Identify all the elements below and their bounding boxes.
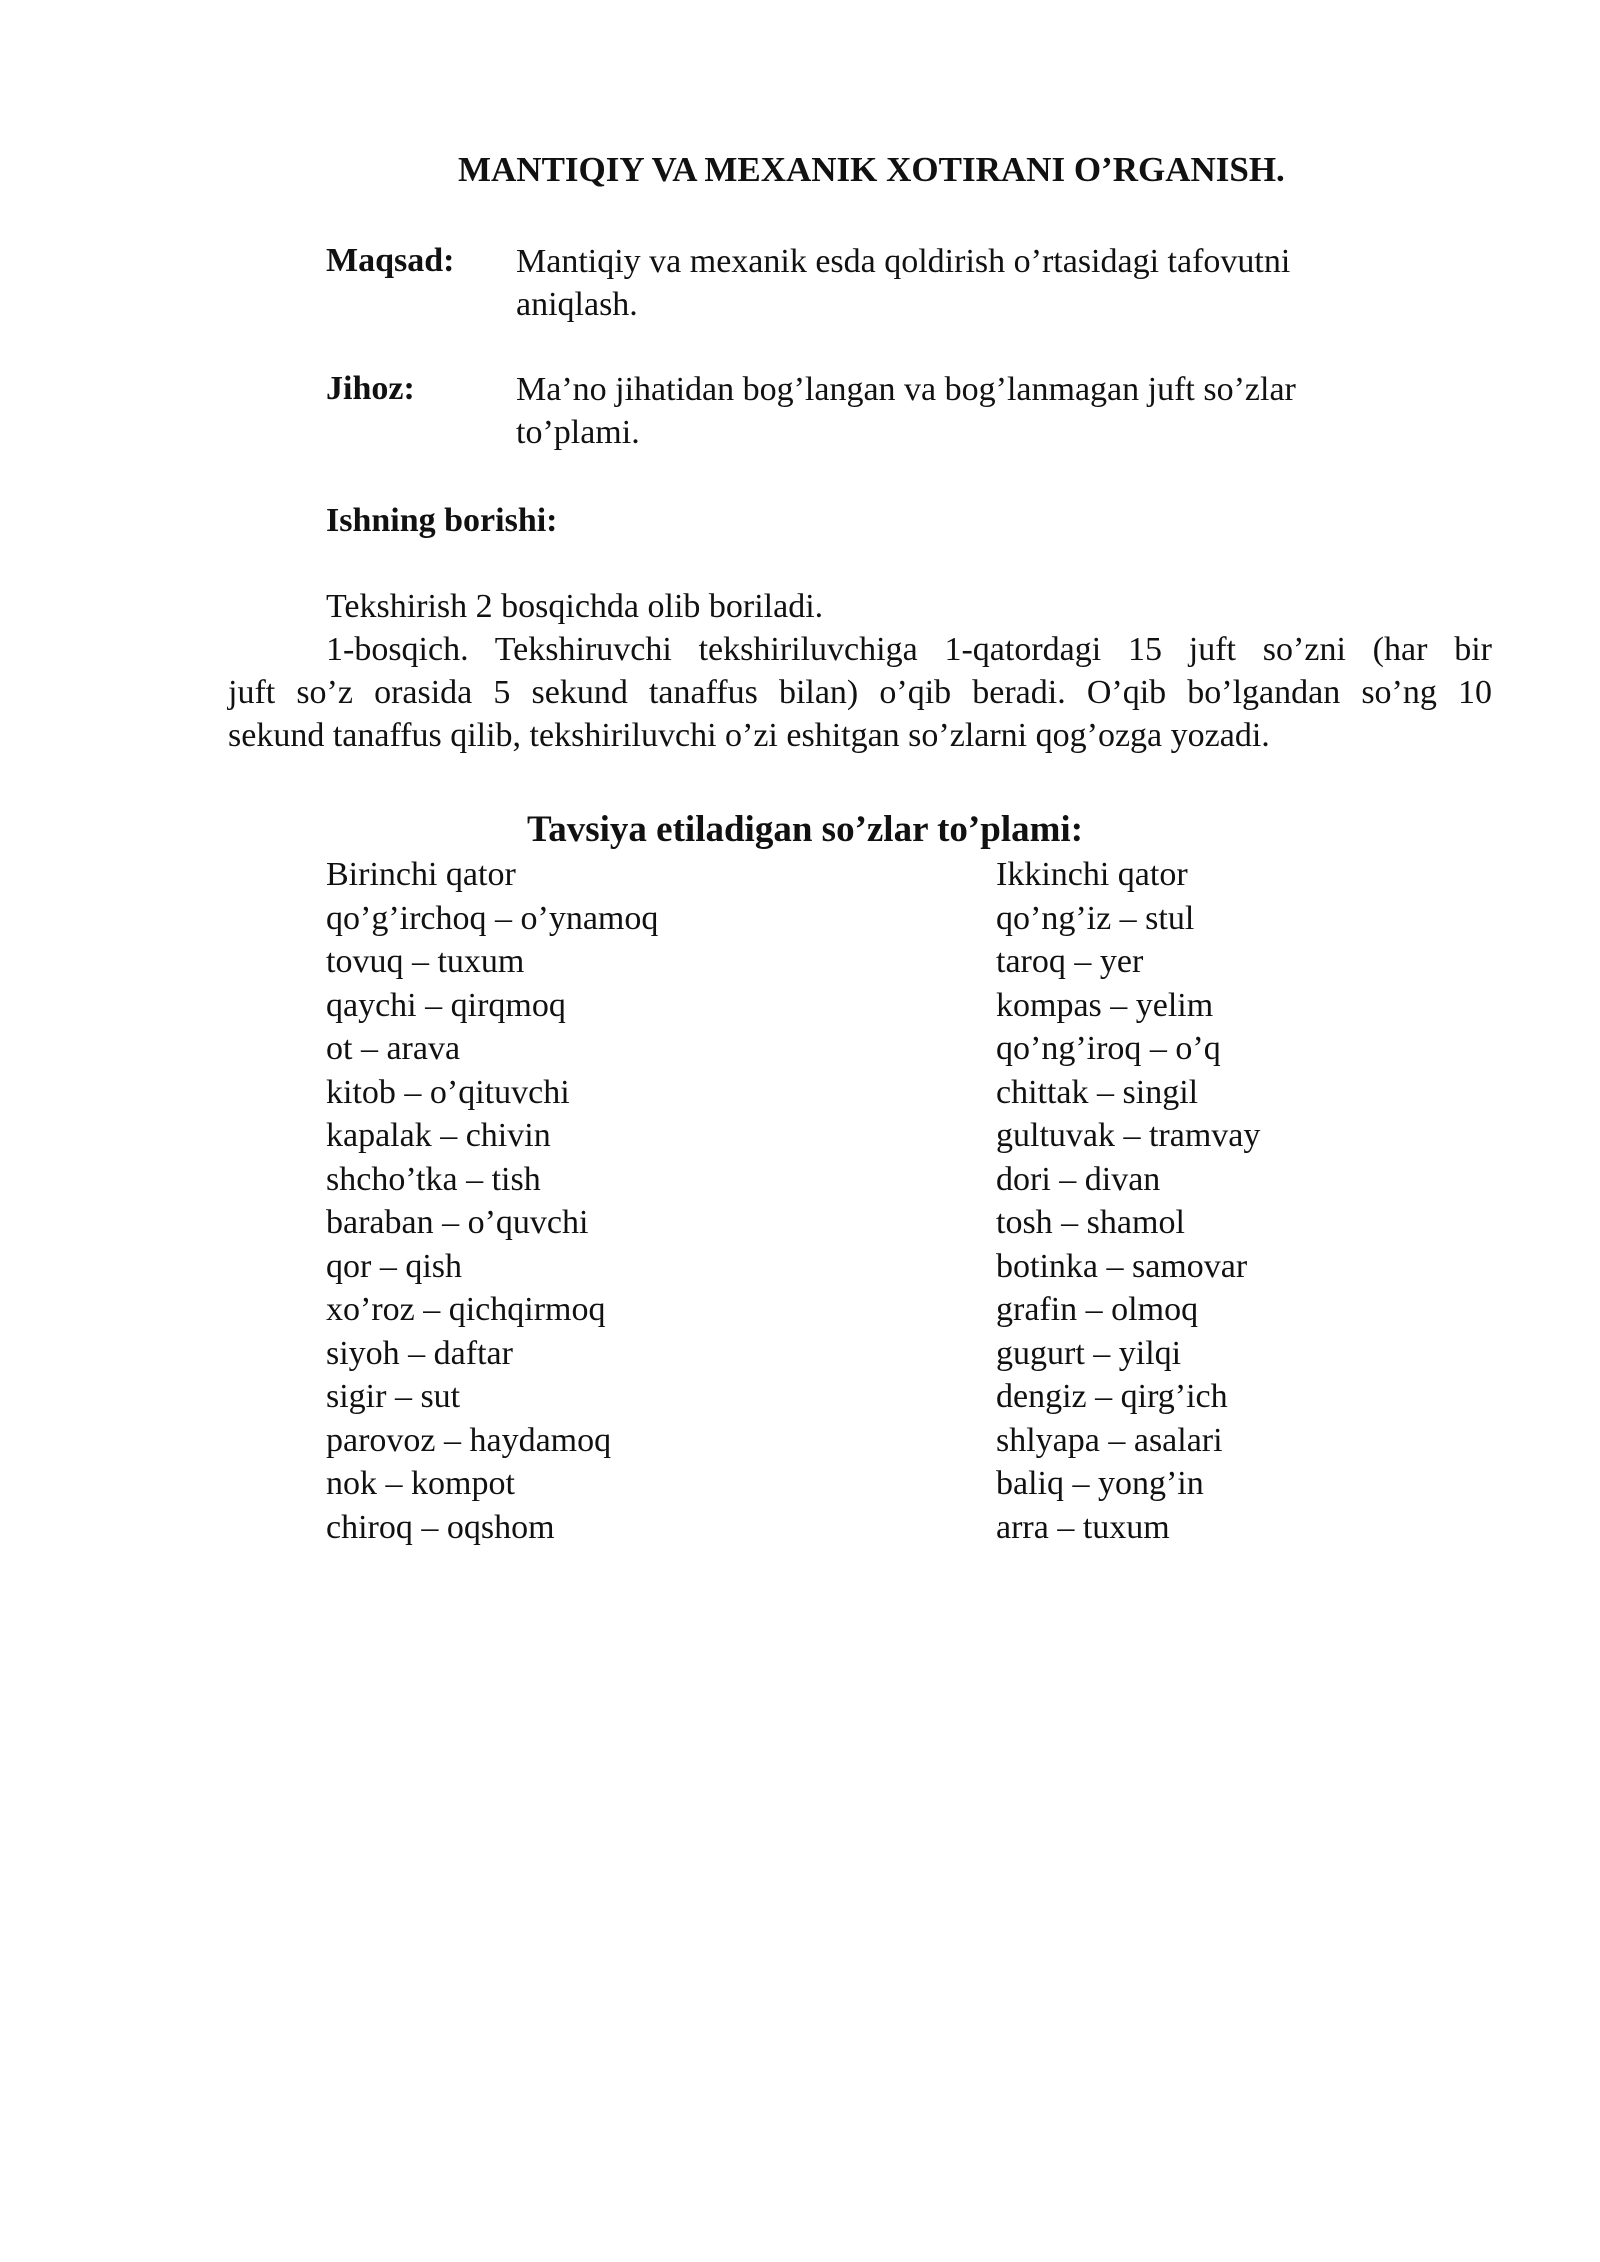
word-pair: qaychi – qirqmoq — [326, 986, 566, 1024]
word-pair: sigir – sut — [326, 1378, 461, 1415]
word-pair: tovuq – tuxum — [326, 943, 525, 980]
goal-line: Mantiqiy va mexanik esda qoldirish o’rtasidagi tafovutni — [516, 243, 1291, 280]
word-pair: siyoh – daftar — [326, 1334, 513, 1372]
word-pair: gugurt – yilqi — [996, 1334, 1182, 1372]
equipment-label: Jihoz: — [326, 370, 415, 407]
word-pair: qo’g’irchoq – o’ynamoq — [326, 899, 659, 937]
word-pair: xo’roz – qichqirmoq — [326, 1291, 606, 1328]
word-pair: baraban – o’quvchi — [326, 1204, 589, 1241]
word-pair: grafin – olmoq — [996, 1291, 1199, 1328]
goal-label: Maqsad: — [326, 242, 455, 279]
word-pair: qo’ng’iz – stul — [996, 899, 1195, 937]
word-pair: kompas – yelim — [996, 986, 1214, 1024]
procedure-line: sekund tanaffus qilib, tekshiriluvchi o’zi eshitgan so’zlarni qog’ozga yozadi. — [228, 717, 1270, 754]
equipment-text — [516, 368, 1416, 454]
goal-line: aniqlash. — [516, 286, 638, 323]
word-pair: baliq – yong’in — [996, 1465, 1204, 1502]
word-pair: gultuvak – tramvay — [996, 1117, 1261, 1154]
second-row-label: Ikkinchi qator — [996, 856, 1188, 893]
word-pair: kapalak – chivin — [326, 1117, 551, 1154]
procedure-line: Tekshirish 2 bosqichda olib boriladi. — [326, 588, 824, 625]
word-pair: parovoz – haydamoq — [326, 1421, 612, 1459]
document-title: MANTIQIY VA MEXANIK XOTIRANI O’RGANISH. — [458, 150, 1285, 189]
word-sets-heading: Tavsiya etiladigan so’zlar to’plami: — [526, 809, 1084, 850]
word-pair: arra – tuxum — [996, 1508, 1170, 1546]
word-pair: shcho’tka – tish — [326, 1160, 541, 1198]
word-pair: taroq – yer — [996, 943, 1144, 980]
word-pair: chittak – singil — [996, 1073, 1199, 1111]
word-pair: shlyapa – asalari — [996, 1421, 1223, 1459]
procedure-line: juft so’z orasida 5 sekund tanaffus bilan) o’qib beradi. O’qib bo’lgandan so’ng 10 — [228, 674, 1492, 711]
word-pair: ot – arava — [326, 1030, 461, 1067]
word-pair: qor – qish — [326, 1247, 462, 1285]
word-pair: nok – kompot — [326, 1465, 515, 1502]
second-row-column — [996, 853, 1260, 1549]
goal-text — [516, 240, 1416, 326]
procedure-line: 1-bosqich. Tekshiruvchi tekshiriluvchiga 1-qatordagi 15 juft so’zni (har bir — [326, 631, 1492, 668]
word-pair: botinka – samovar — [996, 1247, 1248, 1285]
word-pair: qo’ng’iroq – o’q — [996, 1030, 1221, 1067]
word-pair: tosh – shamol — [996, 1204, 1185, 1241]
equipment-line: Ma’no jihatidan bog’langan va bog’lanmagan juft so’zlar — [516, 371, 1296, 408]
word-pair: dori – divan — [996, 1160, 1161, 1198]
first-row-label: Birinchi qator — [326, 856, 516, 893]
equipment-line: to’plami. — [516, 414, 640, 451]
word-pair: kitob – o’qituvchi — [326, 1073, 570, 1111]
word-pair: chiroq – oqshom — [326, 1508, 555, 1546]
procedure-heading: Ishning borishi: — [326, 502, 558, 539]
word-pair: dengiz – qirg’ich — [996, 1378, 1228, 1415]
first-row-column — [326, 853, 658, 1549]
